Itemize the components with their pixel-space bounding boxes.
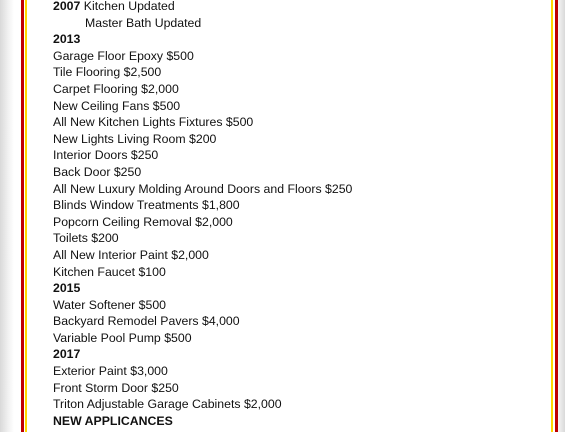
list-item bbox=[53, 114, 543, 131]
frame-border-yellow-right bbox=[551, 0, 553, 432]
item-text: Kitchen Updated bbox=[83, 0, 175, 13]
item-text: Toilets $200 bbox=[53, 231, 119, 246]
list-item bbox=[53, 363, 543, 380]
year-label: NEW APPLICANCES bbox=[53, 413, 173, 428]
list-item bbox=[53, 330, 543, 347]
year-label: 2015 bbox=[53, 281, 81, 296]
item-text: Kitchen Faucet $100 bbox=[53, 264, 166, 279]
section-heading bbox=[53, 346, 543, 363]
list-item bbox=[53, 197, 543, 214]
list-item bbox=[53, 81, 543, 98]
list-item bbox=[53, 147, 543, 164]
list-item bbox=[53, 48, 543, 65]
list-item bbox=[53, 264, 543, 281]
list-item bbox=[53, 0, 543, 15]
frame-border-red-right bbox=[555, 0, 558, 432]
item-text: Blinds Window Treatments $1,800 bbox=[53, 198, 240, 213]
item-text: Garage Floor Epoxy $500 bbox=[53, 48, 194, 63]
item-text: Tile Flooring $2,500 bbox=[53, 65, 162, 80]
section-heading bbox=[53, 31, 543, 48]
item-text: New Ceiling Fans $500 bbox=[53, 98, 181, 113]
page-edge-left bbox=[0, 0, 14, 432]
section-heading bbox=[53, 413, 543, 430]
list-item bbox=[53, 230, 543, 247]
list-item bbox=[53, 131, 543, 148]
year-label: 2007 bbox=[53, 0, 81, 13]
year-label: 2017 bbox=[53, 347, 81, 362]
item-text: Front Storm Door $250 bbox=[53, 380, 179, 395]
year-label: 2013 bbox=[53, 32, 81, 47]
list-item bbox=[53, 164, 543, 181]
item-text: Triton Adjustable Garage Cabinets $2,000 bbox=[53, 397, 282, 412]
item-text: Interior Doors $250 bbox=[53, 148, 159, 163]
item-text: All New Kitchen Lights Fixtures $500 bbox=[53, 115, 254, 130]
list-item bbox=[53, 98, 543, 115]
list-item bbox=[53, 15, 543, 32]
item-text: Popcorn Ceiling Removal $2,000 bbox=[53, 214, 233, 229]
list-item bbox=[53, 214, 543, 231]
item-text: Master Bath Updated bbox=[85, 15, 202, 30]
upgrade-list bbox=[53, 0, 543, 429]
list-item bbox=[53, 380, 543, 397]
item-text: Variable Pool Pump $500 bbox=[53, 330, 192, 345]
item-text: All New Luxury Molding Around Doors and Floors $250 bbox=[53, 181, 353, 196]
item-text: Water Softener $500 bbox=[53, 297, 167, 312]
item-text: New Lights Living Room $200 bbox=[53, 131, 217, 146]
frame-border-yellow-left bbox=[25, 0, 27, 432]
item-text: All New Interior Paint $2,000 bbox=[53, 247, 209, 262]
list-item bbox=[53, 297, 543, 314]
list-item bbox=[53, 181, 543, 198]
item-text: Backyard Remodel Pavers $4,000 bbox=[53, 314, 240, 329]
item-text: Back Door $250 bbox=[53, 164, 142, 179]
list-item bbox=[53, 396, 543, 413]
frame-border-red-left bbox=[21, 0, 24, 432]
list-item bbox=[53, 313, 543, 330]
list-item bbox=[53, 64, 543, 81]
item-text: Exterior Paint $3,000 bbox=[53, 364, 168, 379]
section-heading bbox=[53, 280, 543, 297]
item-text: Carpet Flooring $2,000 bbox=[53, 81, 179, 96]
list-item bbox=[53, 247, 543, 264]
